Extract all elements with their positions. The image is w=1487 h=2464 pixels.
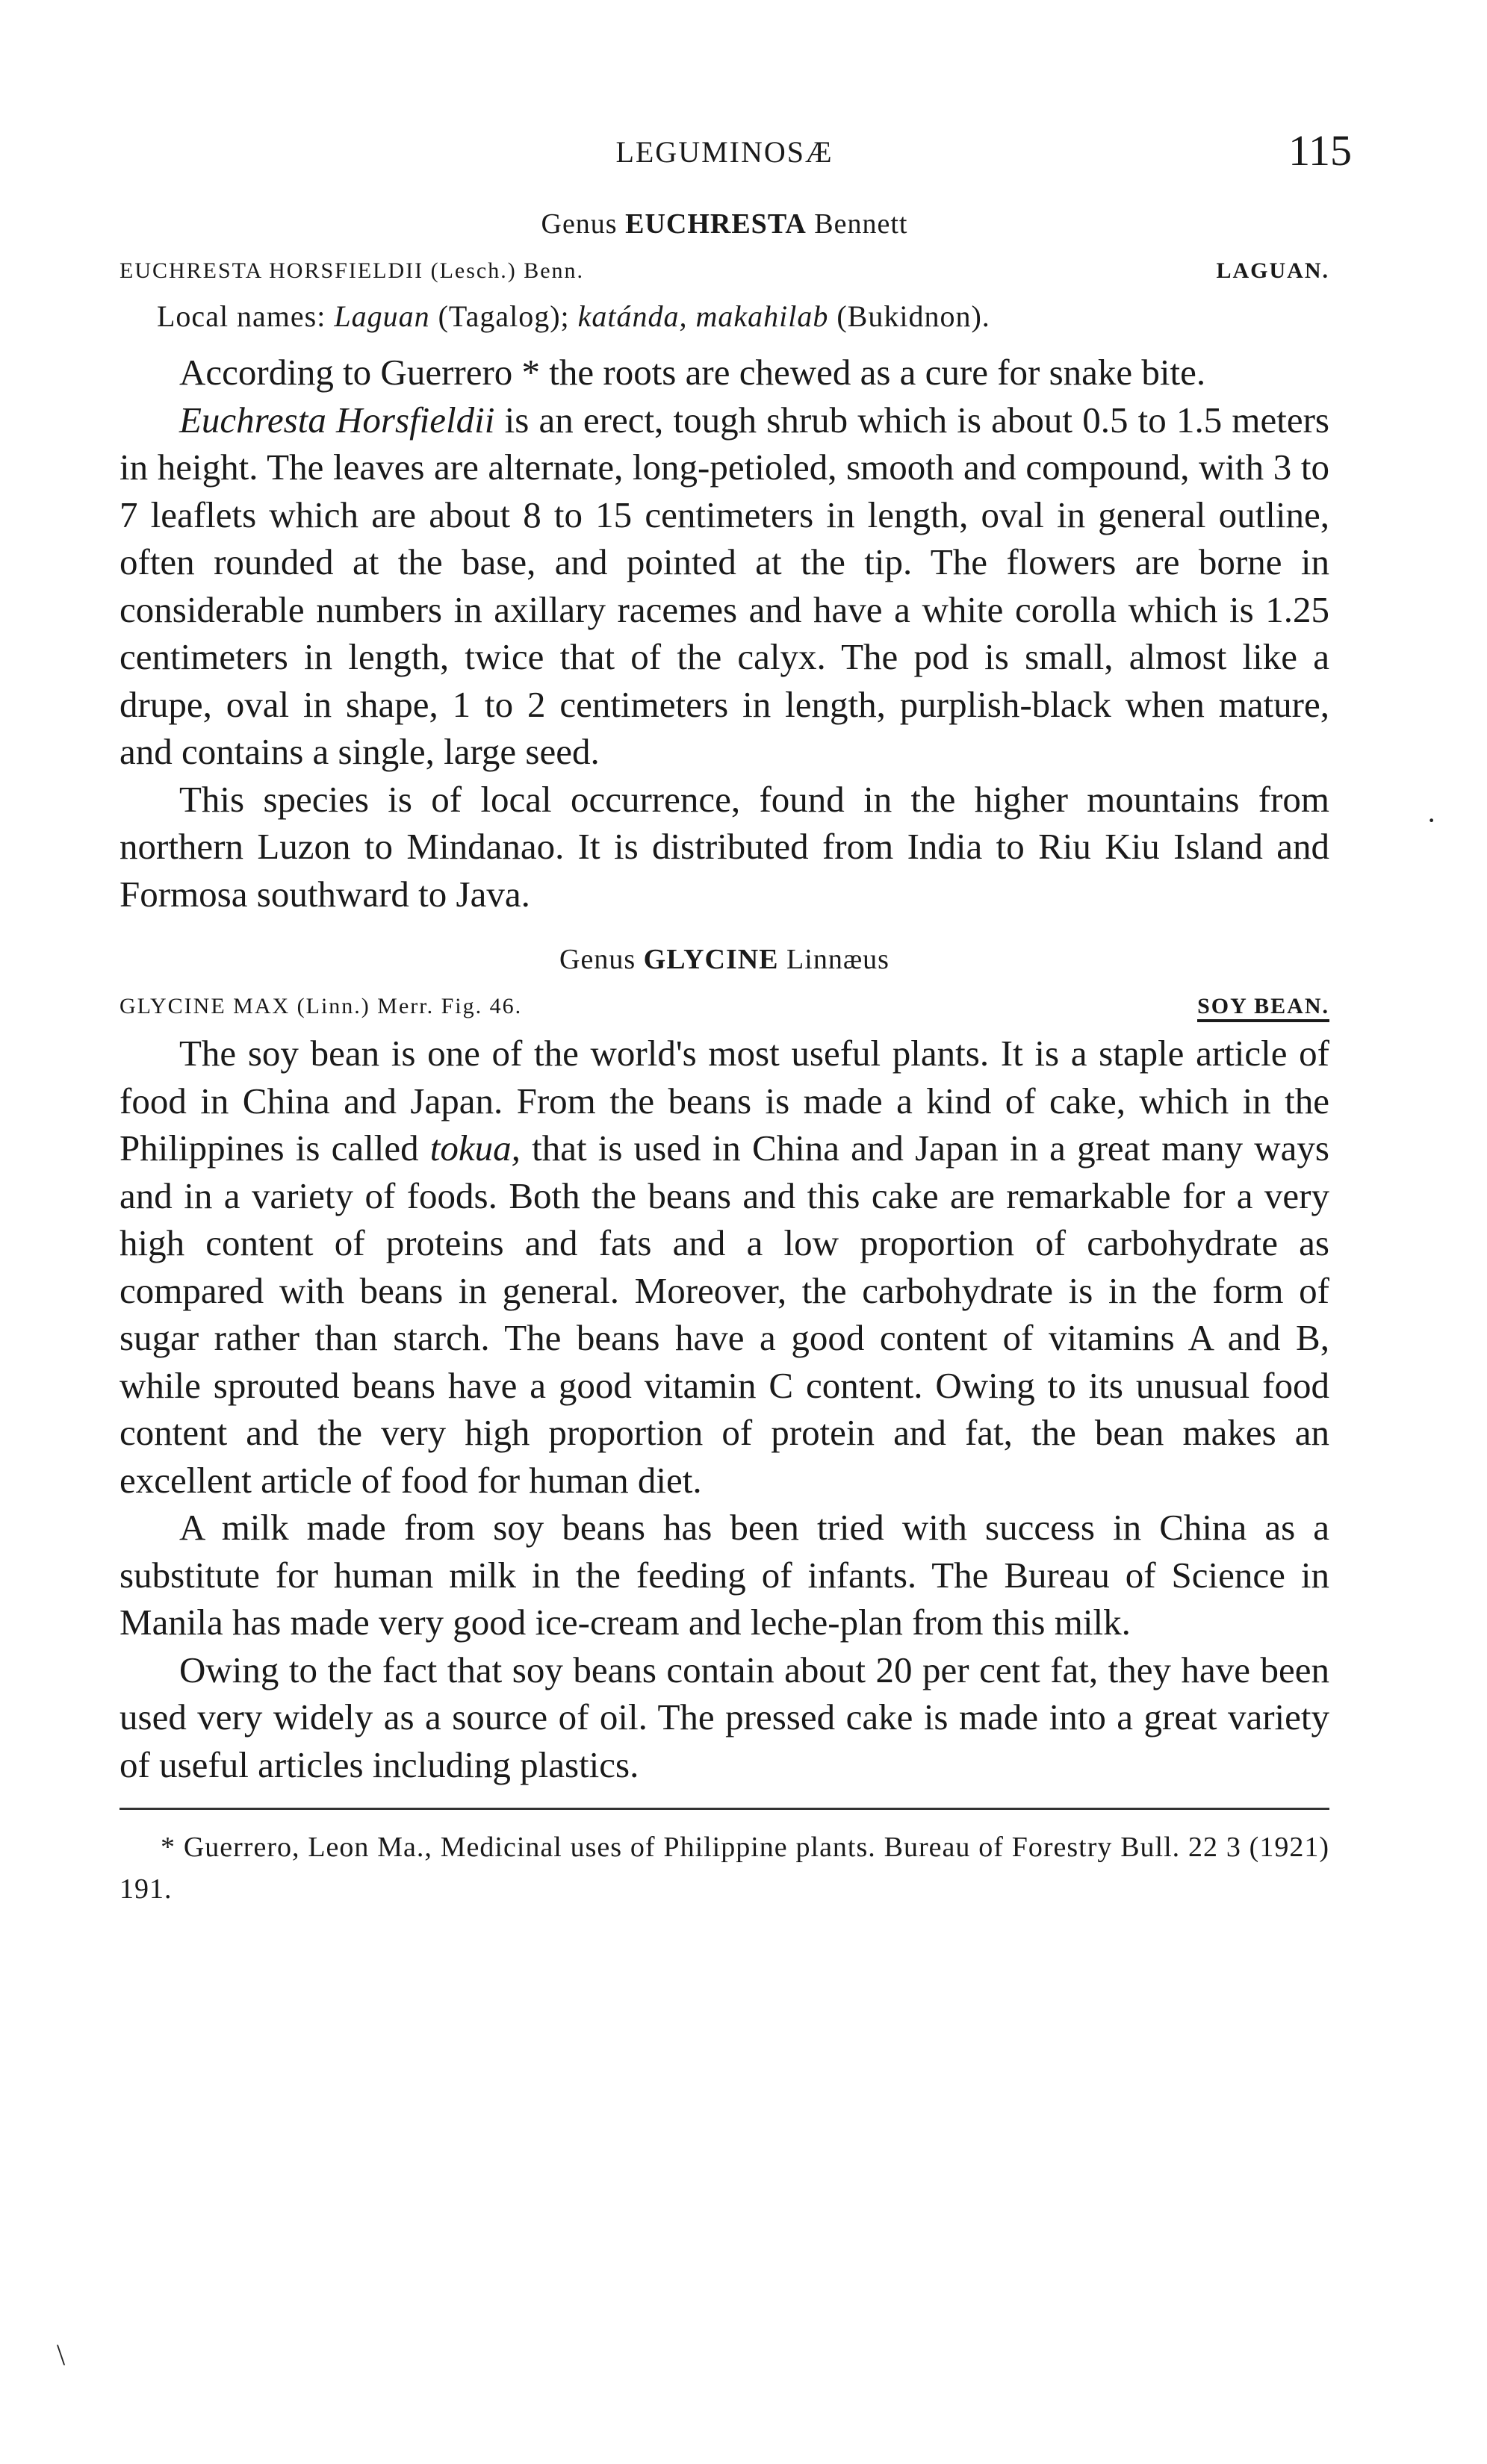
local-name-bukidnon-lang: (Bukidnon). [836,299,990,333]
species-name: EUCHRESTA HORSFIELDII (Lesch.) Benn. [119,258,585,283]
paragraph-soy-food-b: that is used in China and Japan in a great many ways and in a variety of foods. Both the beans and this cake are remarkable for a very high content of proteins and fats and a low proportion of carbohydrate as compared with beans in general. Moreover, the carbohydrate is in the form of sugar rather than starch. The beans have a good content of vitamins A and B, while sprouted beans have a good vitamin C content. Owing to its unusual food content and the very high proportion of protein and fat, the bean makes an excellent article of food for human diet. [119,1127,1329,1501]
local-name-tagalog: Laguan [334,299,430,333]
paragraph-description [119,396,1329,776]
genus-author: Bennett [814,208,908,240]
footnote-divider [119,1808,1329,1810]
local-name-tagalog-lang: (Tagalog); [438,299,570,333]
page-header [119,112,1352,179]
genus-author: Linnæus [786,944,890,975]
species-line-euchresta [119,258,1329,294]
genus-name: GLYCINE [643,944,779,975]
paragraph-soy-milk: A milk made from soy beans has been tried with success in China as a substitute for human milk in the feeding of infants. The Bureau of Science in Manila has made very good ice-cream and leche-plan from this milk. [119,1507,1329,1643]
genus-prefix: Genus [541,208,618,240]
paragraph-soy-oil: Owing to the fact that soy beans contain about 20 per cent fat, they have been used very widely as a source of oil. The pressed cake is made into a great variety of useful articles including plastics. [119,1649,1329,1785]
common-name: SOY BEAN. [1197,994,1329,1022]
tokua-italic: tokua, [429,1127,521,1169]
paragraph-description-text: is an erect, tough shrub which is about 0.5 to 1.5 meters in height. The leaves are alternate, long-petioled, smooth and compound, with 3 to 7 leaflets which are about 8 to 15 centimeters in length, oval in general outline, often rounded at the base, and pointed at the tip. The flowers are borne in considerable numbers in axillary racemes and have a white corolla which is 1.25 centimeters in length, twice that of the calyx. The pod is small, almost like a drupe, oval in shape, 1 to 2 centimeters in length, purplish-black when mature, and contains a single, large seed. [119,399,1329,772]
paragraph-soy-food [119,1030,1329,1504]
paragraph-distribution: This species is of local occurrence, found in the higher mountains from northern Luzon to Mindanao. It is distributed from India to Riu Kiu Island and Formosa southward to Java. [119,778,1329,915]
paragraph-uses: According to Guerrero * the roots are chewed as a cure for snake bite. [179,352,1206,393]
species-line-glycine [119,994,1329,1030]
local-names-label: Local names: [157,299,326,333]
scan-tick: \ [57,2338,66,2371]
running-title: LEGUMINOSÆ [615,135,833,169]
scan-speck: · [1427,803,1437,837]
species-italic: Euchresta Horsfieldii [179,399,495,441]
genus-name: EUCHRESTA [625,208,807,240]
book-page [119,112,1352,1910]
species-name: GLYCINE MAX (Linn.) Merr. Fig. 46. [119,994,523,1018]
paragraph-soy-food-a: The soy bean is one of the world's most useful plants. It is a staple article of food in China and Japan. From the beans is made a kind of cake, which in the Philippines is called [119,1033,1329,1169]
genus-heading-euchresta [119,208,1329,240]
footnote: * Guerrero, Leon Ma., Medicinal uses of Philippine plants. Bureau of Forestry Bull. 22 3 (1921) 191. [119,1832,1329,1905]
genus-heading-glycine [119,943,1329,976]
page-number: 115 [1288,126,1352,175]
common-name: LAGUAN. [1216,258,1329,283]
local-name-bukidnon: katánda, makahilab [577,299,829,333]
local-names [157,299,1329,334]
genus-prefix: Genus [559,944,636,975]
